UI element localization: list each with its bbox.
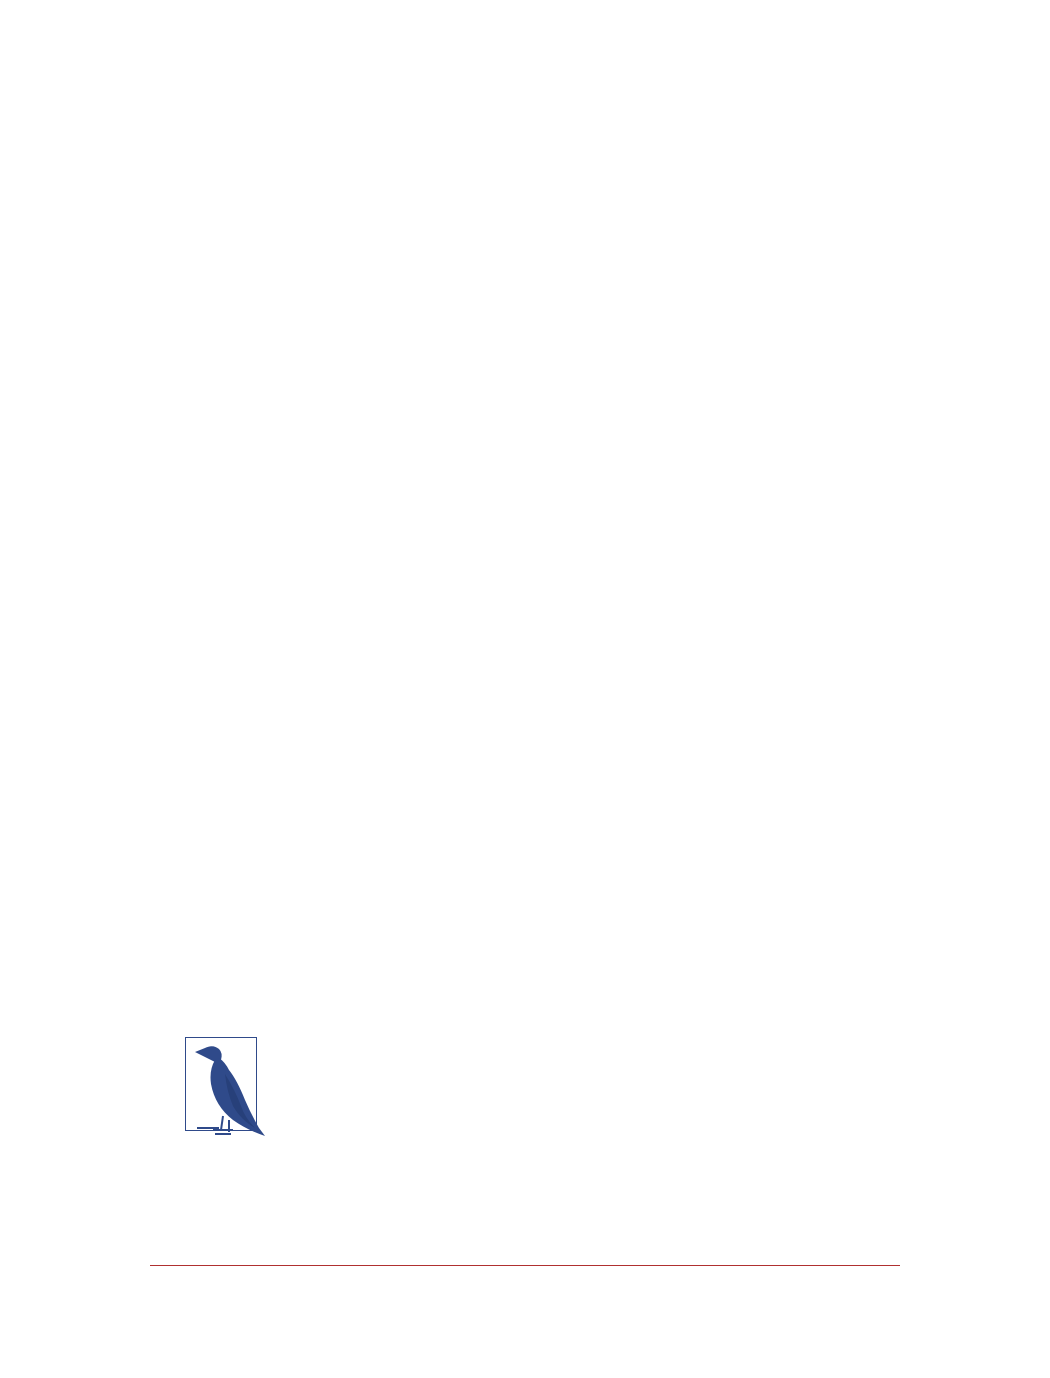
- page-footer: [868, 1271, 900, 1289]
- bird-icon: [185, 1040, 267, 1138]
- footer-rule: [150, 1265, 900, 1266]
